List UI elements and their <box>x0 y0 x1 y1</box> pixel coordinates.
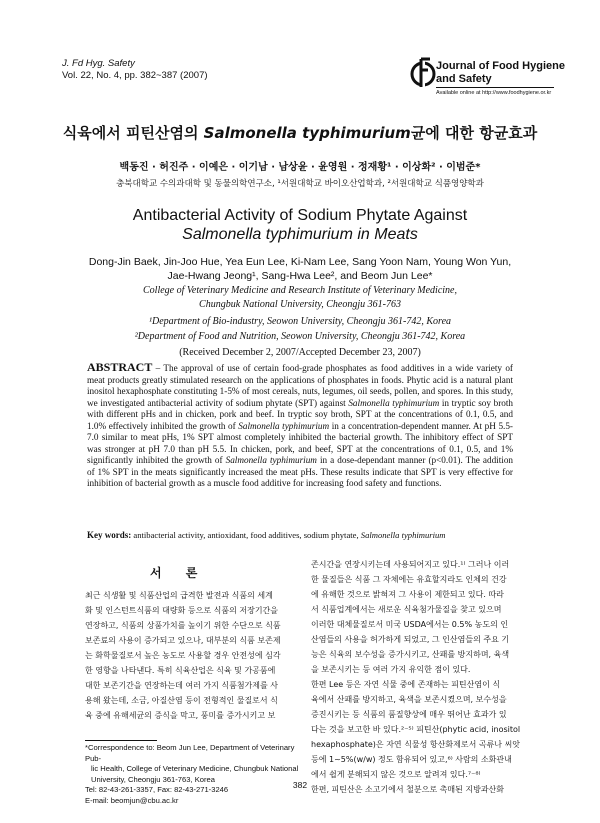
body-line: 한편 Lee 등은 자연 식물 중에 존재하는 피틴산염이 식 <box>311 680 501 689</box>
journal-citation <box>62 58 208 82</box>
correspondence-line: lic Health, College of Veterinary Medicine, Chungbuk National <box>91 764 299 773</box>
journal-title-line2: and Safety <box>436 73 492 85</box>
abstract-label: ABSTRACT <box>87 360 153 374</box>
correspondence-line: Tel: 82-43-261-3357, Fax: 82-43-271-3246 <box>85 785 229 794</box>
korean-title-prefix: 식육에서 피틴산염의 <box>62 124 204 142</box>
english-affiliation-line: College of Veterinary Medicine and Research Institute of Veterinary Medicine, <box>143 285 457 296</box>
journal-title-line1: Journal of Food Hygiene <box>436 60 565 72</box>
body-line: hexaphosphate)은 자연 식물성 항산화제로서 곡류나 씨앗 <box>311 740 521 749</box>
available-online: Available online at http://www.foodhygiene.or.kr <box>436 90 552 96</box>
right-column <box>311 557 520 797</box>
korean-authors: 백동진 · 허진주 · 이예은 · 이기남 · 남상윤 · 윤영원 · 정재황¹ · 이상화² · 이범준* <box>119 162 481 173</box>
body-line: 능은 식육의 보수성을 증가시키고, 산패를 방지하며, 육색 <box>311 650 510 659</box>
body-line: 증진시키는 등 식품의 품질향상에 매우 뛰어난 효과가 있 <box>311 710 507 719</box>
journal-logo-icon <box>410 55 438 89</box>
correspondence-line: E-mail: beomjun@cbu.ac.kr <box>85 795 179 805</box>
body-line: 이러한 대체물질로서 미국 USDA에서는 0.5% 농도의 인 <box>311 620 509 629</box>
footnote-divider <box>85 740 157 741</box>
body-line: 화 및 인스턴트식품의 대량화 등으로 식품의 저장기간을 <box>85 606 278 615</box>
body-line: 한 영향을 나타낸다. 특히 식육산업은 식육 및 가공품에 <box>85 666 276 675</box>
abstract-text: – The approval of use of certain food-grade phosphates as food additives in a wide variety of meat products greatly stimulated research on the applications of phosphates in foods. Phytic acid is a natural plant inositol hexaphosphate constituting 1-5% of most cereals, nuts, legumes, oil seeds, pollen, and spores. In this study, we investigated antibacterial activity of sodium phytate (SPT) against Salmonella typhimurium in tryptic soy broth with different pHs and in chicken, pork and beef. In tryptic soy broth, SPT at the concentrations of 0.1, 0.5, and 1.0% effectively inhibited the growth of Salmonella typhimurium in a concentration-dependent manner. At pH 5.5-7.0 similar to meat pHs, 1% SPT almost completely inhibited the bacterial growth. The inhibitory effect of SPT was stronger at pH 7.0 than pH 5.5. In chicken, pork, and beef, SPT at the concentrations of 0.1, 0.5, and 1% significantly inhibited the growth of Salmonella typhimurium in a dose-dependant manner (p<0.01). The addition of 1% SPT in the meats significantly increased the meat pHs. These results indicate that SPT is very effective for inhibition of bacterial growth as a muscle food additive for increasing food safety and functions. <box>87 363 514 489</box>
journal-title <box>436 60 565 86</box>
journal-abbrev: J. Fd Hyg. Safety <box>62 58 135 69</box>
volume-info: Vol. 22, No. 4, pp. 382~387 (2007) <box>62 70 208 81</box>
body-line: 존시간을 연장시키는데 사용되어지고 있다.¹⁾ 그러나 이러 <box>311 560 510 569</box>
journal-divider <box>436 87 554 88</box>
body-line: 용해 왔는데, 소금, 아질산염 등이 전형적인 물질로서 식 <box>85 696 278 705</box>
body-line: 대한 보존기간을 연장하는데 여러 가지 식품첨가제를 사 <box>85 681 278 690</box>
korean-title <box>0 122 600 143</box>
body-line: 한편, 피틴산은 소고기에서 철분으로 촉매된 지방과산화 <box>311 785 504 794</box>
body-line: 보존료의 사용이 증가되고 있으나, 대부분의 식품 보존제 <box>85 636 281 645</box>
body-line: 다는 것을 보고한 바 있다.²⁻⁵⁾ 피틴산(phytic acid, inositol <box>311 725 521 734</box>
body-line: 육에서 산패를 방지하고, 육색을 보존시켰으며, 보수성을 <box>311 695 507 704</box>
body-line: 산염들의 사용을 허가하게 되었고, 그 인산염들의 주요 기 <box>311 635 510 644</box>
body-line: 연장하고, 식품의 상품가치를 높이기 위한 수단으로 식품 <box>85 621 281 630</box>
body-line: 최근 식생활 및 식품산업의 급격한 발전과 식품의 세계 <box>85 591 273 600</box>
body-line: 등에 1~5%(w/w) 정도 함유되어 있고,⁶⁾ 사람의 소화관내 <box>311 755 512 764</box>
korean-title-species: Salmonella typhimurium <box>203 124 411 142</box>
page-number: 382 <box>292 780 308 790</box>
keywords <box>87 530 517 540</box>
abstract <box>87 362 513 490</box>
korean-affiliations: 충북대학교 수의과대학 및 동물의학연구소, ¹서원대학교 바이오산업학과, ²서원대학교 식품영양학과 <box>116 179 484 189</box>
body-line: 서 식품업계에서는 새로운 식육첨가물질을 찾고 있으며 <box>311 605 502 614</box>
english-title-line1: Antibacterial Activity of Sodium Phytate Against <box>132 207 468 224</box>
english-affiliation-line: ¹Department of Bio-industry, Seowon University, Cheongju 361-742, Korea <box>148 316 452 327</box>
korean-title-suffix: 균에 대한 항균효과 <box>410 124 538 142</box>
correspondence-footnote <box>85 743 305 806</box>
english-title-line2: Salmonella typhimurium in Meats <box>182 226 418 243</box>
body-line: 을 보존시키는 등 여러 가지 유익한 점이 있다. <box>311 665 471 674</box>
english-affiliation-line: ²Department of Food and Nutrition, Seowon University, Cheongju 361-742, Korea <box>134 331 466 342</box>
correspondence-line: *Correspondence to: Beom Jun Lee, Department of Veterinary Pub- <box>85 743 295 763</box>
keywords-label: Key words: <box>87 530 132 540</box>
body-line: 는 화학물질로서 높은 농도로 사용할 경우 안전성에 심각 <box>85 651 281 660</box>
body-line: 육 중에 유해세균의 증식을 막고, 풍미를 증가시키고 보 <box>85 711 276 720</box>
body-line: 한 물질들은 식품 그 자체에는 유효할지라도 인체의 건강 <box>311 575 507 584</box>
english-affiliation-line: Chungbuk National University, Cheongju 361-763 <box>199 299 401 310</box>
english-authors-line2: Jae-Hwang Jeong¹, Sang-Hwa Lee², and Beom Jun Lee* <box>167 270 433 282</box>
received-dates: (Received December 2, 2007/Accepted December 23, 2007) <box>179 347 421 358</box>
left-column <box>85 588 281 723</box>
keywords-text: antibacterial activity, antioxidant, food additives, sodium phytate, Salmonella typhimurium <box>131 530 446 540</box>
intro-heading: 서 론 <box>150 566 208 580</box>
body-line: 에 유해한 것으로 밝혀져 그 사용이 제한되고 있다. 따라 <box>311 590 504 599</box>
correspondence-line: University, Cheongju 361-763, Korea <box>91 774 215 784</box>
english-authors-line1: Dong-Jin Baek, Jin-Joo Hue, Yea Eun Lee, Ki-Nam Lee, Sang Yoon Nam, Young Won Yun, <box>88 256 512 268</box>
body-line: 에서 쉽게 분해되지 않은 것으로 알려져 있다.⁷⁻⁸⁾ <box>311 770 481 779</box>
